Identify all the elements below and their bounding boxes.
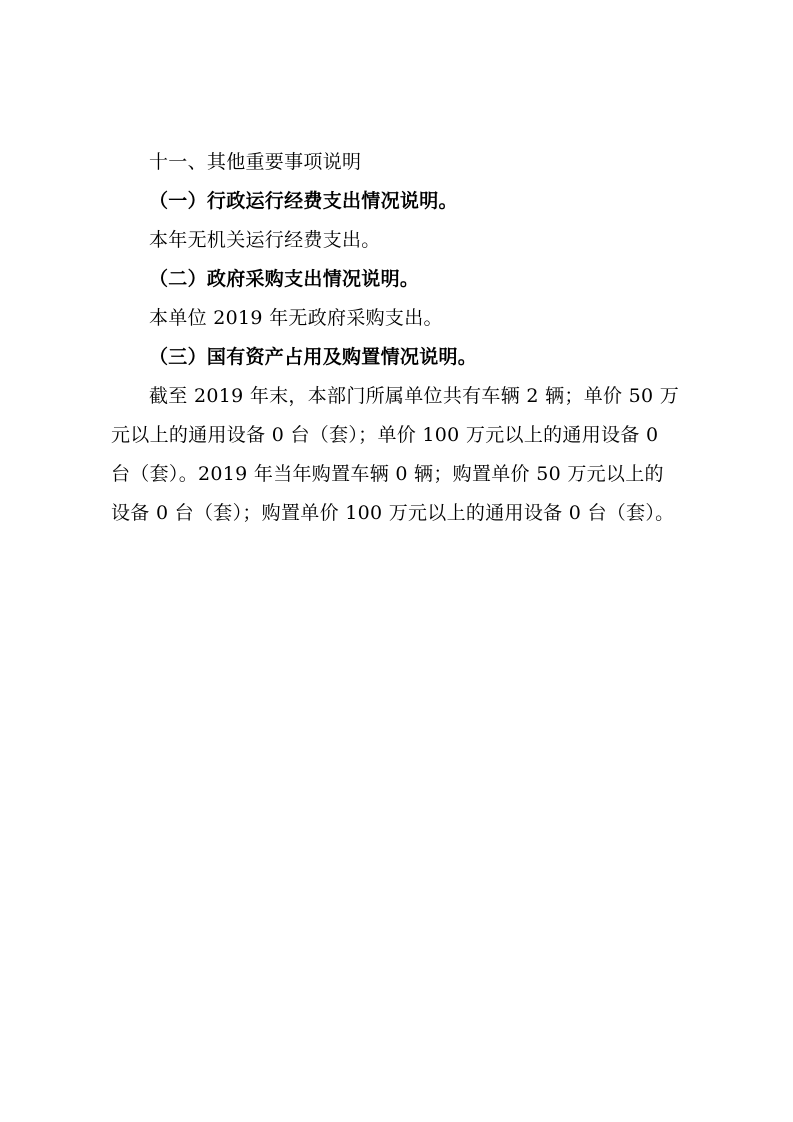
body-line: 截至 2019 年末，本部门所属单位共有车辆 2 辆；单价 50 万 [149, 385, 680, 407]
body-line: 元以上的通用设备 0 台（套）；单价 100 万元以上的通用设备 0 [111, 424, 659, 446]
document-content [111, 143, 697, 533]
subsection-body-2: 本单位 2019 年无政府采购支出。 [149, 307, 443, 329]
subsection-body-1: 本年无机关运行经费支出。 [149, 229, 381, 251]
body-line: 设备 0 台（套）；购置单价 100 万元以上的通用设备 0 台（套）。 [111, 502, 675, 524]
subsection-heading-2: （二）政府采购支出情况说明。 [149, 268, 420, 290]
body-line: 台（套）。2019 年当年购置车辆 0 辆；购置单价 50 万元以上的 [111, 463, 664, 485]
subsection-heading-1: （一）行政运行经费支出情况说明。 [149, 190, 458, 212]
subsection-heading-3: （三）国有资产占用及购置情况说明。 [149, 346, 478, 368]
subsection-body-3 [111, 377, 697, 533]
section-heading: 十一、其他重要事项说明 [149, 151, 362, 173]
